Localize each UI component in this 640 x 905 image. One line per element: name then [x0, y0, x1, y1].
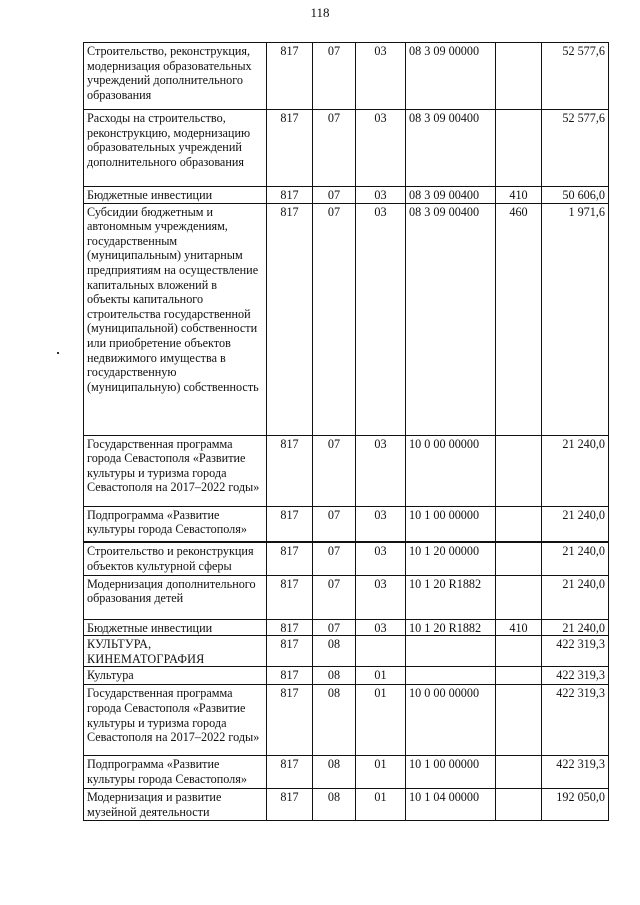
row-name-cell: КУЛЬТУРА, КИНЕМАТОГРАФИЯ: [84, 636, 267, 667]
section-code-cell: 07: [313, 619, 356, 636]
section-code-cell: 08: [313, 685, 356, 756]
section-code-cell: 07: [313, 110, 356, 187]
ministry-code-cell: 817: [267, 506, 313, 542]
scan-dot: [57, 352, 59, 354]
section-code-cell: 07: [313, 506, 356, 542]
amount-cell: 50 606,0: [542, 187, 609, 204]
expense-type-cell: [496, 542, 542, 575]
target-article-cell: 10 0 00 00000: [406, 685, 496, 756]
section-code-cell: 07: [313, 187, 356, 204]
row-name-cell: Бюджетные инвестиции: [84, 187, 267, 204]
expense-type-cell: 410: [496, 187, 542, 204]
section-code-cell: 08: [313, 789, 356, 820]
subsection-code-cell: 01: [356, 789, 406, 820]
expense-type-cell: [496, 575, 542, 619]
ministry-code-cell: 817: [267, 636, 313, 667]
target-article-cell: [406, 636, 496, 667]
target-article-cell: 08 3 09 00400: [406, 110, 496, 187]
target-article-cell: 08 3 09 00400: [406, 187, 496, 204]
expense-type-cell: [496, 435, 542, 506]
subsection-code-cell: 03: [356, 619, 406, 636]
subsection-code-cell: 03: [356, 203, 406, 435]
target-article-cell: [406, 667, 496, 685]
ministry-code-cell: 817: [267, 203, 313, 435]
expense-type-cell: [496, 43, 542, 110]
section-code-cell: 07: [313, 435, 356, 506]
section-code-cell: 07: [313, 542, 356, 575]
target-article-cell: 10 1 00 00000: [406, 756, 496, 789]
expense-type-cell: 460: [496, 203, 542, 435]
target-article-cell: 10 1 20 00000: [406, 542, 496, 575]
subsection-code-cell: 01: [356, 667, 406, 685]
expense-type-cell: [496, 789, 542, 820]
table-body: [84, 43, 609, 821]
target-article-cell: 10 1 20 R1882: [406, 619, 496, 636]
amount-cell: 1 971,6: [542, 203, 609, 435]
section-code-cell: 08: [313, 667, 356, 685]
row-name-cell: Культура: [84, 667, 267, 685]
table-row: [84, 685, 609, 756]
expense-type-cell: [496, 110, 542, 187]
page-number: 118: [310, 5, 330, 20]
amount-cell: 21 240,0: [542, 542, 609, 575]
table-row: [84, 619, 609, 636]
ministry-code-cell: 817: [267, 667, 313, 685]
subsection-code-cell: 03: [356, 110, 406, 187]
table-row: [84, 203, 609, 435]
ministry-code-cell: 817: [267, 789, 313, 820]
subsection-code-cell: 03: [356, 435, 406, 506]
table-row: [84, 506, 609, 542]
amount-cell: 192 050,0: [542, 789, 609, 820]
row-name-cell: Бюджетные инвестиции: [84, 619, 267, 636]
table-row: [84, 187, 609, 204]
subsection-code-cell: 03: [356, 187, 406, 204]
table-row: [84, 575, 609, 619]
row-name-cell: Модернизация и развитие музейной деятельности: [84, 789, 267, 820]
amount-cell: 422 319,3: [542, 636, 609, 667]
row-name-cell: Строительство, реконструкция, модернизация образовательных учреждений дополнительного образования: [84, 43, 267, 110]
row-name-cell: Государственная программа города Севастополя «Развитие культуры и туризма города Севастополя на 2017–2022 годы»: [84, 685, 267, 756]
ministry-code-cell: 817: [267, 542, 313, 575]
row-name-cell: Строительство и реконструкция объектов культурной сферы: [84, 542, 267, 575]
target-article-cell: 10 1 20 R1882: [406, 575, 496, 619]
subsection-code-cell: 03: [356, 542, 406, 575]
expense-type-cell: [496, 685, 542, 756]
table-row: [84, 789, 609, 820]
row-name-cell: Подпрограмма «Развитие культуры города Севастополя»: [84, 506, 267, 542]
ministry-code-cell: 817: [267, 435, 313, 506]
target-article-cell: 10 1 00 00000: [406, 506, 496, 542]
target-article-cell: 08 3 09 00000: [406, 43, 496, 110]
budget-table: [83, 42, 609, 821]
subsection-code-cell: 03: [356, 575, 406, 619]
amount-cell: 21 240,0: [542, 506, 609, 542]
table-row: [84, 636, 609, 667]
table-row: [84, 667, 609, 685]
ministry-code-cell: 817: [267, 187, 313, 204]
target-article-cell: 08 3 09 00400: [406, 203, 496, 435]
amount-cell: 21 240,0: [542, 575, 609, 619]
row-name-cell: Модернизация дополнительного образования детей: [84, 575, 267, 619]
table-row: [84, 542, 609, 575]
subsection-code-cell: 01: [356, 756, 406, 789]
ministry-code-cell: 817: [267, 619, 313, 636]
amount-cell: 422 319,3: [542, 685, 609, 756]
section-code-cell: 07: [313, 575, 356, 619]
table-row: [84, 43, 609, 110]
subsection-code-cell: 03: [356, 43, 406, 110]
amount-cell: 52 577,6: [542, 110, 609, 187]
ministry-code-cell: 817: [267, 756, 313, 789]
section-code-cell: 07: [313, 43, 356, 110]
section-code-cell: 08: [313, 756, 356, 789]
expense-type-cell: [496, 756, 542, 789]
row-name-cell: Расходы на строительство, реконструкцию, модернизацию образовательных учреждений дополнительного образования: [84, 110, 267, 187]
table-row: [84, 756, 609, 789]
row-name-cell: Субсидии бюджетным и автономным учреждениям, государственным (муниципальным) унитарным предприятиям на осуществление капитальных вложений в объекты капитального строительства государственной (муниципальной) собственности или приобретение объектов недвижимого имущества в государственную (муниципальную) собственность: [84, 203, 267, 435]
expense-type-cell: [496, 506, 542, 542]
amount-cell: 422 319,3: [542, 667, 609, 685]
amount-cell: 21 240,0: [542, 435, 609, 506]
subsection-code-cell: 01: [356, 685, 406, 756]
section-code-cell: 07: [313, 203, 356, 435]
table-row: [84, 110, 609, 187]
amount-cell: 21 240,0: [542, 619, 609, 636]
subsection-code-cell: [356, 636, 406, 667]
ministry-code-cell: 817: [267, 110, 313, 187]
section-code-cell: 08: [313, 636, 356, 667]
target-article-cell: 10 1 04 00000: [406, 789, 496, 820]
row-name-cell: Подпрограмма «Развитие культуры города Севастополя»: [84, 756, 267, 789]
expense-type-cell: 410: [496, 619, 542, 636]
table-row: [84, 435, 609, 506]
ministry-code-cell: 817: [267, 575, 313, 619]
subsection-code-cell: 03: [356, 506, 406, 542]
ministry-code-cell: 817: [267, 43, 313, 110]
row-name-cell: Государственная программа города Севастополя «Развитие культуры и туризма города Севастополя на 2017–2022 годы»: [84, 435, 267, 506]
expense-type-cell: [496, 667, 542, 685]
target-article-cell: 10 0 00 00000: [406, 435, 496, 506]
expense-type-cell: [496, 636, 542, 667]
amount-cell: 422 319,3: [542, 756, 609, 789]
amount-cell: 52 577,6: [542, 43, 609, 110]
ministry-code-cell: 817: [267, 685, 313, 756]
